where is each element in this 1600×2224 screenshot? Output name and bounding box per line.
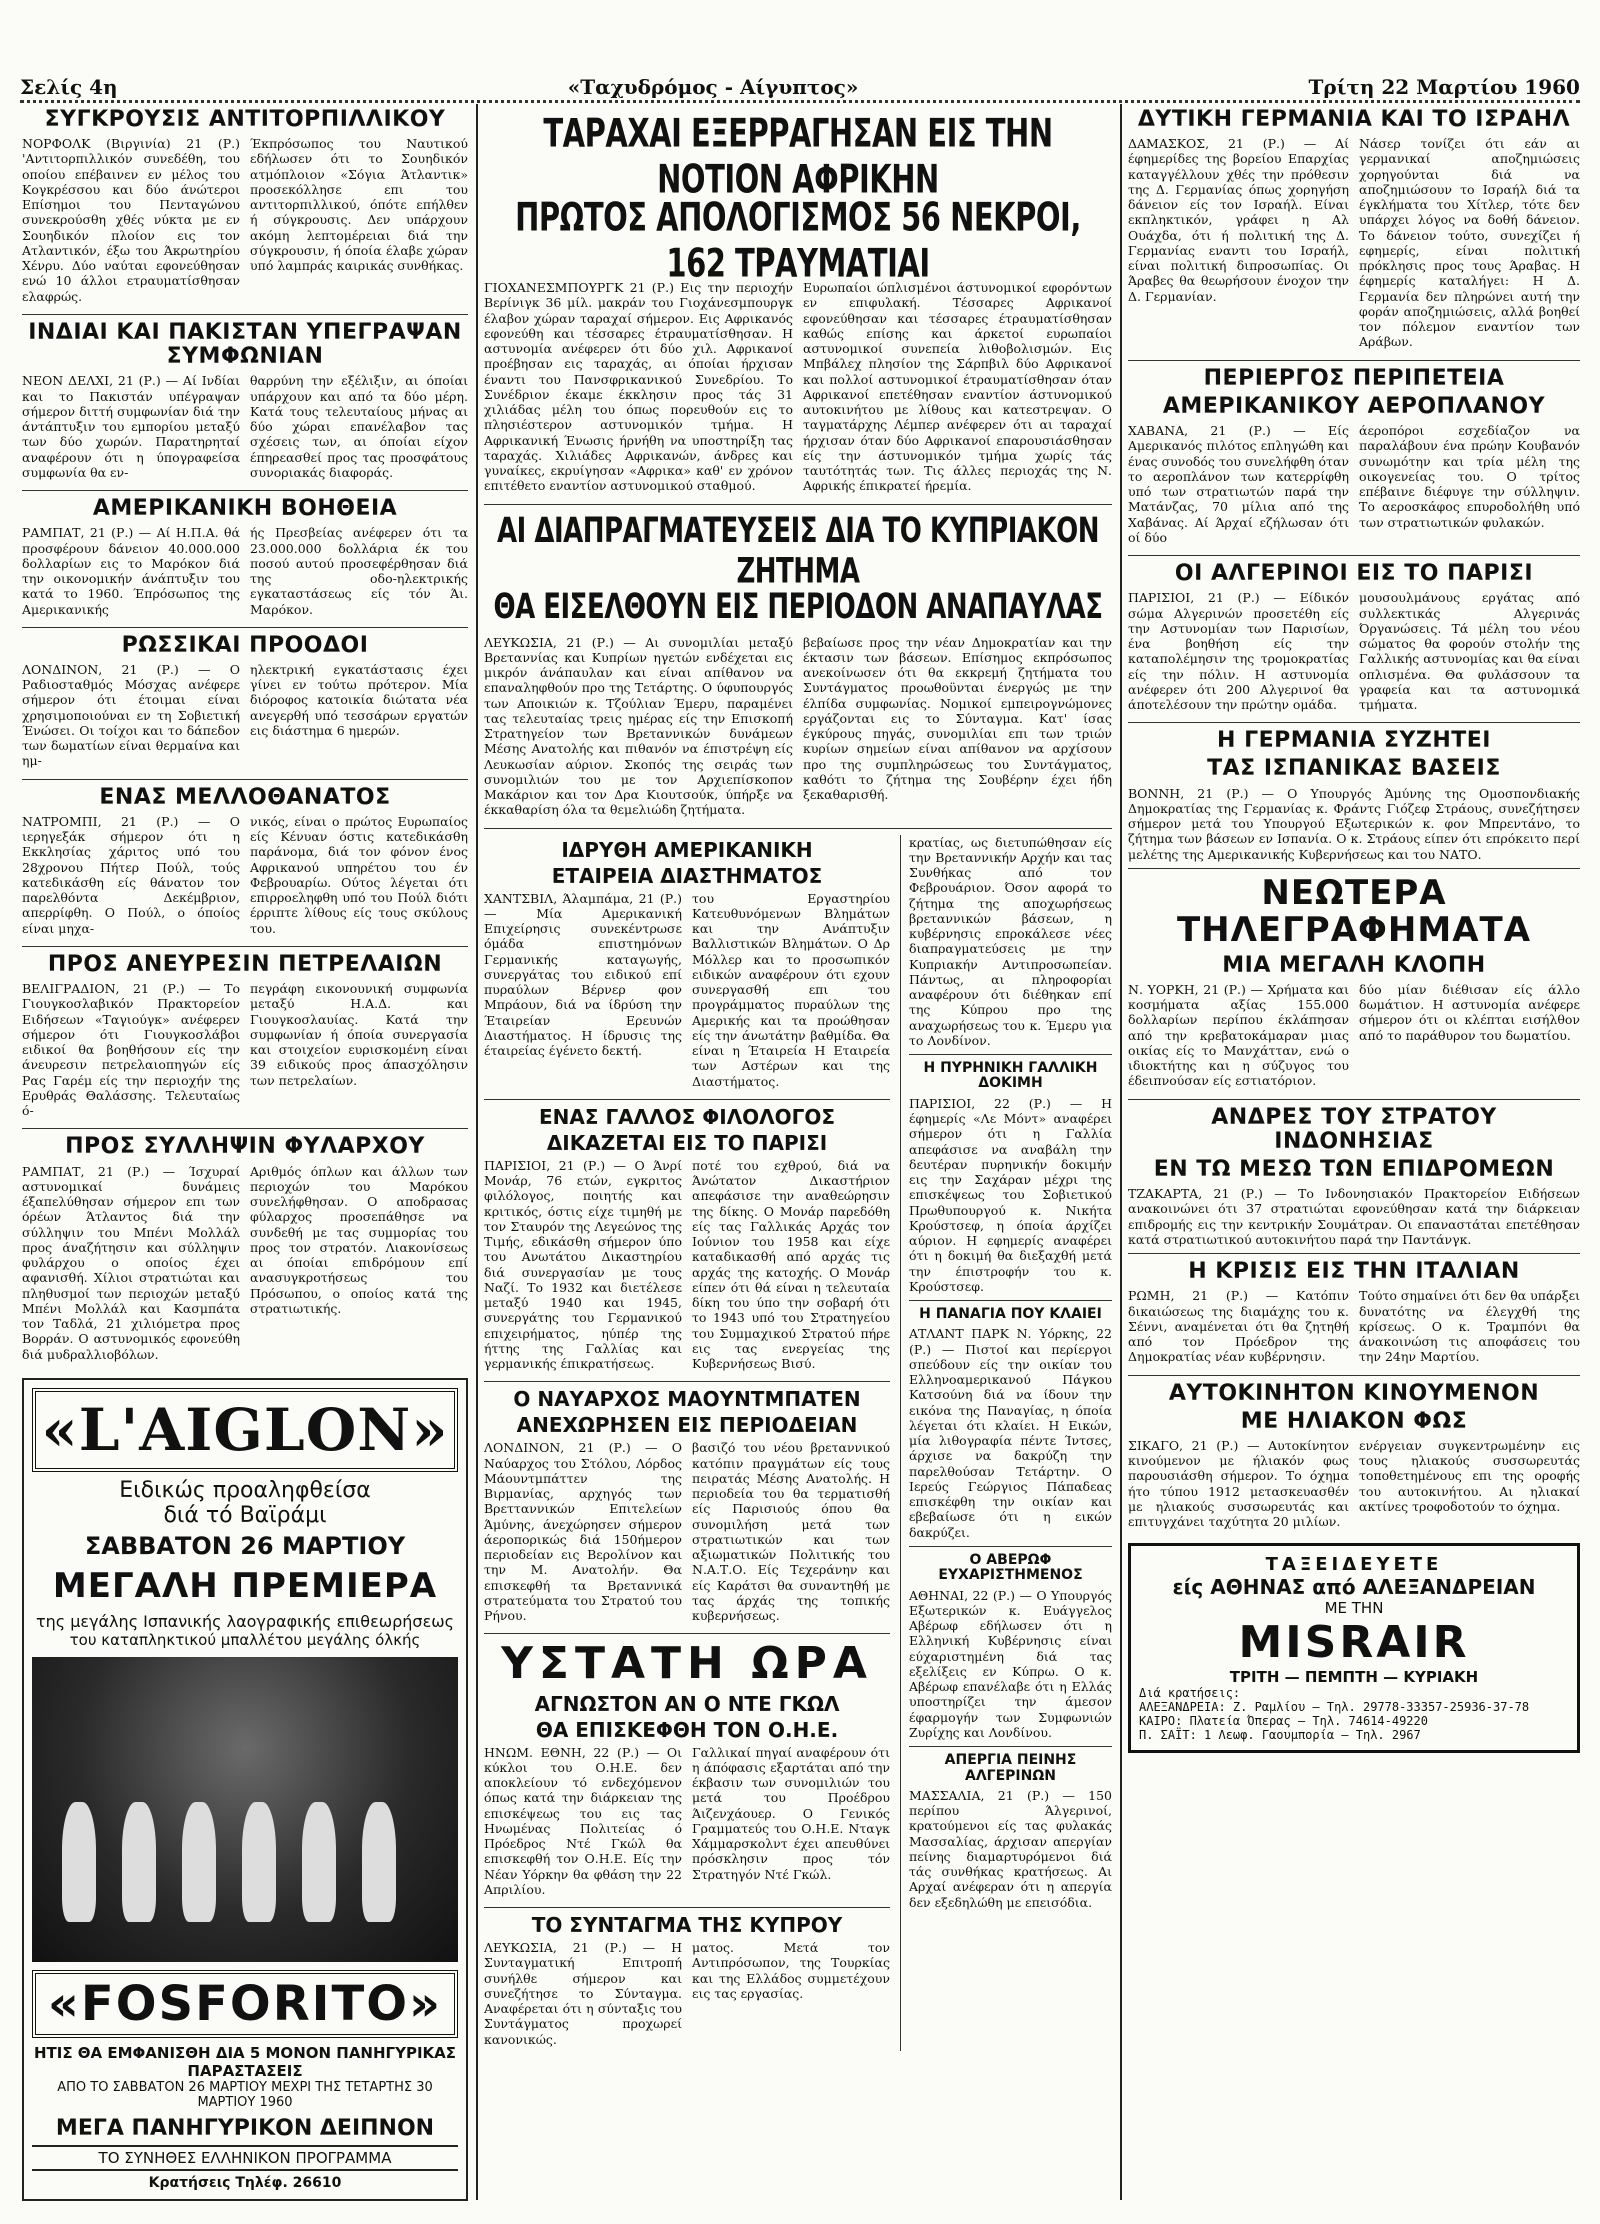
article-text: ής Πρεσβείας ανέφερεν ότι τα 23.000.000 δολλάρια έκ του ποσού αυτού προσεφέρθησαν διά της οδο-ηλεκτρικής εγκαταστάσεως είς τόν Άι. Μαρόκον.: [250, 525, 468, 617]
article-text: ενέργειαν συγκεντρωμένην εις τους ηλιακούς συσσωρευτάς τοποθετημένους επι της οροφής του αυτοκινήτου. Αι ηλιακαί ακτίνες τροφοδοτούν το όχημα.: [1359, 1437, 1580, 1514]
page-number: Σελίς 4η: [20, 75, 118, 99]
lead-subheadline: ΠΡΩΤΟΣ ΑΠΟΛΟΓΙΣΜΟΣ 56 ΝΕΚΡΟΙ, 162 ΤΡΑΥΜΑΤΙΑΙ: [515, 194, 1081, 286]
article-text: θαρρύνη την εξέλιξιν, αι όποίαι υπάρχουν και από τα δύο μέρη. Κατά τους τελευταίους μήνας αι δύο χώραι επανέλαβον τας σχέσεις των, αι όποίαι είχον έπηρεασθεί προς τας προσφάτους συνοριακάς διαφοράς.: [250, 373, 468, 480]
venue-name: «L'AIGLON»: [32, 1388, 458, 1472]
issue-date: Τρίτη 22 Μαρτίου 1960: [1308, 75, 1580, 99]
article-text: Ευρωπαίοι ώπλισμένοι άστυνομικοί εφορόντων εν επιφυλακή. Τέσσαρες Αφρικανοί εφονεύθησαν και τέσσαρες έτραυματίσθησαν καθώς επίσης και άρκετοί ευρωπαίοι αστυνομικοί συνεπεία λιθοβολισμών. Εις Μπβάλεχ πλησίον της Σάρπβιλ δύο Αφρικανοί και πολλοί αστυνομικοί έτραυματίσθησαν όταν Αφρικανοί επετέθησαν εναντίον άστυνομικού αυτοκινήτου με λίθους και κατεστρεψαν. Ο ταγματάρχης Λέμπερ ανέφερεν ότι αι ταραχαί ήρχισαν όταν δύο Αφρικανοί επαρουσιάσθησαν είς την άστυνομικόν τμήμα χωρίς τάς ταυτότητάς των. Τις άλλες περιοχάς της Ν. Αφρικής έπικρατεί ήρεμία.: [803, 280, 1112, 494]
ad-date: ΣΑΒΒΑΤΟΝ 26 ΜΑΡΤΙΟΥ: [84, 1531, 406, 1560]
article-title: Ο ΑΒΕΡΩΦ ΕΥΧΑΡΙΣΤΗΜΕΝΟΣ: [938, 1551, 1083, 1584]
article-text: ΧΑΝΤΣΒΙΛ, Άλαμπάμα, 21 (Ρ.) — Μία Αμερικανική Επιχείρησις συνεκέντρωσε όμάδα επιστημόνων Γερμανικής καταγωγής, συνεργάτας του ειδικού επί πυραύλων Βέρνερ φον Μπράουν, διά να ίδρύση την Έταιρείαν Ερευνών Διαστήματος. Η ίδρυσις της έταιρείας έγένετο δεκτή.: [484, 890, 682, 1058]
article-text: Γαλλικαί πηγαί αναφέρουν ότι η άπόφασις εξαρτάται από την έκβασιν των συνομιλιών του μετά του Προέδρου Άιζενχάουερ. Ο Γενικός Γραμματεύς του Ο.Η.Ε. Νταγκ Χάμμαρσκολντ έχει απευθύνει πρόσκλησιν προς τόν Στρατηγόν Ντέ Γκώλ.: [692, 1744, 890, 1882]
column-center: [484, 104, 1112, 2051]
article-title: Ο ΝΑΥΑΡΧΟΣ ΜΑΟΥΝΤΜΠΑΤΕΝ: [513, 1387, 861, 1412]
article-title: Η ΓΕΡΜΑΝΙΑ ΣΥΖΗΤΕΙ: [1217, 728, 1491, 754]
article-text: ΝΑΤΡΟΜΠΙ, 21 (Ρ.) — Ο ιερηγεξάκ σήμερον ότι η Εκκλησίας χάριτος υπό του 28χρονου Πήτερ Πούλ, τούς κατεδικάσθη είς θάνατον τον παρελθόντα Δεκέμβριον, απερρίφθη. Ο Πούλ, ο όποίος είναι μηχα-: [22, 813, 240, 936]
article-text: ΑΤΛΑΝΤ ΠΑΡΚ Ν. Υόρκης, 22 (Ρ.) — Πιστοί και περίεργοι σπεύδουν είς την οικίαν του Ελληνοαμερικανού Πάγκου Κατσούνη διά να ίδουν την εικόνα της Παναγίας, η όποία λέγεται ότι κλαίει. Η Εικών, μία λιθογραφία πέντε Ίντσες, άρχισε να δακρύζη την παρελθούσαν Τετάρτην. Ο Ιερεύς Γεώργιος Πάπαδεας επισκέφθη την οικίαν και εβεβαίωσε ότι η εικών δακρύζει.: [909, 1326, 1112, 1540]
article-title: ΜΙΑ ΜΕΓΑΛΗ ΚΛΟΠΗ: [1222, 952, 1486, 978]
ad-text: ΤΟ ΣΥΝΗΘΕΣ ΕΛΛΗΝΙΚΟΝ ΠΡΟΓΡΑΜΜΑ: [32, 2145, 458, 2171]
article-text: βασιζό του νέου βρεταννικού κατόπιν πραγμάτων είς τους πειρατάς Μέσης Ανατολής. Η περιοδεία του θα τερματισθή είς Παρισιούς όπου θα συνομιλήση μετά των στρατιωτικών και των αξιωματικών Πολιτικής του Ν.Α.Τ.Ο. Είς Τεχεράνην και είς Καράτσι θα συναντηθή με τας άρχάς της τοπικής κυβερνήσεως.: [692, 1440, 890, 1623]
article-body: [22, 814, 468, 940]
ad-contact: ΚΑΙΡΟ: Πλατεία Όπερας — Τηλ. 74614-49220: [1139, 1714, 1428, 1729]
article-body: [484, 1440, 890, 1627]
ad-text: ΤΑΞΕΙΔΕΥΕΤΕ: [1265, 1554, 1443, 1576]
article-body: [484, 1940, 890, 2051]
dancers-photo: [32, 1657, 458, 1962]
article-text: Αριθμός όπλων και άλλων των περιοχών του Μαρόκου συνελήφθησαν. Ο αποδρασας φύλαρχος προσεπάθησε να συνδεθή με τας συμμορίας του προς τον στρατόν. Λιακονίσεως αι όποίαι επιδρόμουν επί ανασυγκροτήσεως του Πρόσωπου, ο οποίος κατά της στρατιωτικής.: [250, 1163, 468, 1316]
article-text: ΛΟΝΔΙΝΟΝ, 21 (Ρ.) — Ο Ναύαρχος του Στόλου, Λόρδος Μάουντμπάττεν της Βιρμανίας, αρχηγός των Βρετταννικών Επιτελείων Άμύνης, άνεχώρησεν σήμερον άεροπορικώς διά 150ήμερον περιοδείαν εις Βερολίνον και την Μ. Ανατολήν. Θα επισκεφθή τα Βρεταννικά στρατεύματα του Στρατού του Ρήνου.: [484, 1440, 682, 1623]
reservations-phone: Κρατήσεις Τηλέφ. 26610: [148, 2174, 342, 2191]
article-text: ματος. Μετά τον Αντιπρόσωπον, της Τουρκίας και της Ελλάδος συμμετέχουν εις τας εργασίας.: [692, 1940, 890, 2001]
article-title: ΠΡΟΣ ΑΝΕΥΡΕΣΙΝ ΠΕΤΡΕΛΑΙΩΝ: [47, 951, 443, 977]
article-text: κρατίας, ως διετυπώθησαν είς την Βρεταννικήν Αρχήν και τας Συνθήκας από τον Φεβρουάριον. Όσον αφορά το ζήτημα της αποχωρήσεως βρεταννικών βάσεων, η κυβέρνησις επροκάλεσε νέες διαπραγματεύσεις με την Κυπριακήν Αντιπροσωπείαν. Πάντως, αι πληροφορίαι αναφέρουν ότι διέθηκαν επί της Κύπρου προ της αναχωρήσεως του κ. Έμερυ για το Λονδίνον.: [909, 834, 1112, 1048]
article-title: ΕΝ ΤΩ ΜΕΣΩ ΤΩΝ ΕΠΙΔΡΟΜΕΩΝ: [1153, 1156, 1555, 1182]
article-body: [484, 635, 1112, 822]
article-text: ΝΟΡΦΟΛΚ (Βιργινία) 21 (Ρ.) 'Αντιτορπιλλικόν συνεδέθη, του οποίου επέβαινεν εν μέλος του Κογκρέσσου και δύο άνώτεροι Επίσημοι του Πενταγώνου συνεκρούσθη χθές νύκτα με εν Σουηδικόν πλοίον εις τον Ατλαντικόν, έξω του Άκρωτηρίου Χένρυ. Δύο ναύται εφονεύθησαν ενώ 10 άλλοι ετραυματίσθησαν ελαφρώς.: [22, 136, 240, 304]
article-text: ΤΖΑΚΑΡΤΑ, 21 (Ρ.) — Το Ινδονησιακόν Πρακτορείον Ειδήσεων ανακοινώνει ότι 37 στρατιώται εφονεύθησαν κατά την διάρκειαν επιδρομής εις την κεντρικήν Σουμάτραν. Οι επαναστάται επετέθησαν κατά στρατιωτικού αυτοκινήτου παρά την Παντάνγκ.: [1128, 1186, 1580, 1247]
ad-contact: ΑΛΕΞΑΝΔΡΕΙΑ: Ζ. Ραμλίου — Τηλ. 29778-33357-25936-37-78: [1139, 1700, 1530, 1715]
article-text: ποτέ του εχθρού, διά να Άνώτατον Δικαστήριον απεφάσισε την αναθεώρησιν της δίκης. Ο Μονάρ παρεδόθη είς τας Γαλλικάς Αρχάς τον Ιούνιον του 1958 και είχε καταδικασθή από αρχάς τις αρχάς της κατοχής. Ο Μονάρ είπεν ότι θά είναι η τελευταία δίκη του ύπο την σοβαρή ότι το 1943 υπό του Στρατηγείου του Συμμαχικού Στρατού πήρε εις τας ενεργείας της Κυβερνήσεως Βισύ.: [692, 1157, 890, 1371]
column-narrow: [900, 835, 1112, 2051]
article-title: ΠΕΡΙΕΡΓΟΣ ΠΕΡΙΠΕΤΕΙΑ: [1203, 365, 1505, 391]
article-text: ΧΑΒΑΝΑ, 21 (Ρ.) — Είς Αμερικανός πιλότος επληγώθη και ένας συνοδός του συνελήφθη όταν το αεροπλάνον των κατερρίφθη υπό των στρατιωτών παρά την Ματάνζας, 70 μίλια από της Χαβάνας. Αί Άρχαί εζήλωσαν ότι οί δύο: [1128, 423, 1349, 545]
ad-text: ΜΕ ΤΗΝ: [1324, 1599, 1384, 1618]
article-body: [22, 1164, 468, 1366]
article-title: ΑΜΕΡΙΚΑΝΙΚΟΥ ΑΕΡΟΠΛΑΝΟΥ: [1162, 393, 1546, 419]
article-text: του Εργαστηρίου Κατευθυνόμενων Βλημάτων και την Ανάπτυξιν Βαλλιστικών Βλημάτων. Ο Δρ Μόλλερ και το προσωπικόν ειδικών αναφέρουν ότι εχουν συνεργασθή επι του προγράμματος πυραύλων της Αμερικής και τα προώθησαν είς την άνωτάτην βαθμίδα. Θα είναι η Έταιρεία Η Εταιρεία των Αστέρων και της Διαστήματος.: [692, 890, 890, 1089]
article-text: ΛΕΥΚΩΣΙΑ, 21 (Ρ.) — Η Συνταγματική Επιτροπή συνήλθε σήμερον και συνεζήτησε το Σύνταγμα. Αναφέρεται ότι η σύνταξις του Συντάγματος προχωρεί κανονικώς.: [484, 1940, 682, 2047]
article-body: [22, 373, 468, 484]
article-body: [1128, 1438, 1580, 1534]
section-headline: ΝΕΩΤΕΡΑ ΤΗΛΕΓΡΑΦΗΜΑΤΑ: [1176, 872, 1532, 951]
airline-name: MISRAIR: [1238, 1617, 1470, 1669]
column-right: [1128, 104, 1580, 1753]
article-title: ΑΥΤΟΚΙΝΗΤΟΝ ΚΙΝΟΥΜΕΝΟΝ: [1168, 1380, 1540, 1406]
article-text: ΣΙΚΑΓΟ, 21 (Ρ.) — Αυτοκίνητον κινούμενον με ήλιακόν φως παρουσιάσθη σήμερον. Το όχημα ήτο τύπου 1912 μετασκευασθέν με ηλιακούς συσσωρευτάς και επιτυγχάνει ταχύτητα 20 μιλίων.: [1128, 1437, 1349, 1530]
article-title: ΙΝΔΙΑΙ ΚΑΙ ΠΑΚΙΣΤΑΝ ΥΠΕΓΡΑΨΑΝ ΣΥΜΦΩΝΙΑΝ: [28, 319, 462, 370]
article-body: [484, 280, 1112, 498]
ad-text: είς ΑΘΗΝΑΣ από ΑΛΕΞΑΝΔΡΕΙΑΝ: [1172, 1575, 1536, 1600]
column-rule: [476, 104, 478, 2200]
lead-headline: ΤΑΡΑΧΑΙ ΕΞΕΡΡΑΓΗΣΑΝ ΕΙΣ ΤΗΝ ΝΟΤΙΟΝ ΑΦΡΙΚΗΝ: [543, 110, 1053, 202]
ad-contact: Π. ΣΑΪΤ: 1 Λεωφ. Γαουμπορία — Τηλ. 2967: [1139, 1728, 1421, 1743]
article-text: ΗΝΩΜ. ΕΘΝΗ, 22 (Ρ.) — Οι κύκλοι του Ο.Η.Ε. δεν αποκλείουν τό ενδεχόμενον όπως κατά την διάρκειαν της επισκέψεως του εις τας Ηνωμένας Πολιτείας ό Πρόεδρος Ντέ Γκώλ θα επισκεφθή τον Ο.Η.Ε. Είς την Νέαν Υόρκην θα φθάση την 22 Απριλίου.: [484, 1744, 682, 1897]
late-news-headline: ΥΣΤΑΤΗ ΩΡΑ: [501, 1638, 873, 1690]
article-text: βεβαίωσε προς την νέαν Δημοκρατίαν και την έκτασιν των βάσεων. Επίσημος εκπρόσωπος ανεκοίνωσεν ότι θα εκκρεμή ζητήματα του Συντάγματος προωθοϋνται ένεργώς με την έλπίδα συμφωνίας. Νομικοί εμπειρογνώμονες εργάζονται εις το Σύνταγμα. Κατ' ίσας έγκύρους πηγάς, συνομιλίαι επι των τριών κυρίων σημείων είναι απίθανον να αρχίσουν προ της συμπληρώσεως του Συντάγματος, καθότι το ζήτημα της Σουβέρην έχει ήδη ξεκαθαρισθή.: [803, 634, 1112, 802]
lower-center-main: [484, 835, 890, 2051]
article-title: ΕΤΑΙΡΕΙΑ ΔΙΑΣΤΗΜΑΤΟΣ: [551, 863, 823, 888]
article-text: Τούτο σημαίνει ότι δεν θα υπάρξει δυνατότης να έλεγχθή της κρίσεως. Ο κ. Τραμπόνι θα άνακοινώση τις αποφάσεις του την 24ην Μαρτίου.: [1359, 1288, 1581, 1365]
article-text: ηλεκτρική εγκατάστασις έχει γίνει εν τούτω πρότερον. Μία διόροφος κατοικία διώτατα νέα ανεγερθή υπό τεσσάρων εργατών εις διάστημα 6 ημερών.: [250, 661, 468, 738]
article-title: ΙΔΡΥΘΗ ΑΜΕΡΙΚΑΝΙΚΗ: [561, 837, 813, 862]
ad-text: ΜΕΓΑ ΠΑΝΗΓΥΡΙΚΟΝ ΔΕΙΠΝΟΝ: [55, 2115, 435, 2141]
article-text: ΒΕΛΙΓΡΑΔΙΟΝ, 21 (Ρ.) — Το Γιουγκοσλαβικόν Πρακτορείον Ειδήσεων «Ταγιούγκ» ανέφερεν σήμερον ότι Γιουγκοσλάβοι ειδικοί θα βοηθήσουν είς την άνευρεσιν πετρελαιοπηγών είς Ρας Γαρέμ είς την περιοχήν της Ερυθράς Θαλάσσης. Τελευταίως ό-: [22, 981, 240, 1119]
article-text: μουσουλμάνους εργάτας από συλλεκτικάς Αλγερινάς Όργανώσεις. Τά μέλη του νέου σώματος θα φορούν στολήν της Γαλλικής αστυνομίας και θα είναι οπλισμένα. Θα φυλάσσουν τα γραφεία και τα αστυνομικά τμήματα.: [1359, 590, 1580, 712]
article-text: ΛΟΝΔΙΝΟΝ, 21 (Ρ.) — Ο Ραδιοσταθμός Μόσχας ανέφερε σήμερον ότι έτοιμαι είναι χρησιμοποιούναι εν τη Σοβιετική Ένώσει. Οι τοίχοι και το δάπεδον των δωματίων είναι θερμαίνα και ημ-: [22, 661, 240, 769]
article-text: ΓΙΟΧΑΝΕΣΜΠΟΥΡΓΚ 21 (Ρ.) Εις την περιοχήν Βερίνιγκ 36 μίλ. μακράν του Γιοχάνεσμπουργκ έλαβον χώραν ταραχαί σήμερον. Εις Αφρικανός εφονεύθη και τέσσαρες έτραυματίσθησαν. Η αστυνομία ανέφερεν ότι δύο χιλ. Αφρικανοί προέβησαν εις ταραχάς, αι όποίαι ήρχισαν έναντι του Πανσφρικανικού Συνεδρίου. Το Συνέδριον έκαμε έκκλησιν προς τάς 31 χιλιάδας μέλη του όπως πορευθούν εις το πλησιέστερον αστυνομικόν τμήμα. Η Αφρικανική Ένωσις ήρνήθη να υποστηρίξη τας ταραχάς. Χιλιάδες Αφρικανών, άνδρες και γυναίκες, εκρυίγησαν «Αφρικα» καθ' εν χρόνον επιτέθετο εναντίον αστυνομικού σταθμού.: [484, 280, 793, 494]
article-title: ΑΓΝΩΣΤΟΝ ΑΝ Ο ΝΤΕ ΓΚΩΛ: [534, 1691, 840, 1716]
article-text: άεροπόροι εσχεδίαζον να παραλάβουν ένα πρώην Κουβανόν συνωμότην και τρία μέλη της οικογενείας του. Ο τρίτος επέβαινε διέφυγε την σύλληψιν. Το αεροσκάφος επυροδολήθη υπό των στρατιωτικών φυλακών.: [1359, 423, 1580, 530]
article-text: ΑΘΗΝΑΙ, 22 (Ρ.) — Ο Υπουργός Εξωτερικών κ. Ευάγγελος Αβέρωφ εδήλωσεν ότι η Ελληνική Κυβέρνησις είναι εύχαριστημένη διά τας εξελίξεις εν Κύπρω. Ο κ. Αβέρωφ επανέλαβε ότι η Ελλάς υποστηρίζει την άμεσον έφαρμογήν των Συμφωνιών Ζυρίχης και Λονδίνου.: [909, 1587, 1112, 1740]
article-title: ΕΝΑΣ ΜΕΛΛΟΘΑΝΑΤΟΣ: [99, 784, 391, 810]
article-text: ΝΕΟΝ ΔΕΛΧΙ, 21 (Ρ.) — Αί Ινδίαι και το Πακιστάν υπέγραψαν σήμερον διττή συμφωνίαν διά την άντάπτυξιν του εμπορίου μεταξύ των δύο χωρών. Παρατηρηταί αναφέρουν ότι η ύπογραφείσα συμφωνία θα εν-: [22, 373, 240, 480]
misrair-advertisement: [1128, 1543, 1580, 1753]
article-title: ΔΥΤΙΚΗ ΓΕΡΜΑΝΙΑ ΚΑΙ ΤΟ ΙΣΡΑΗΛ: [1137, 107, 1571, 132]
article-title: ΡΩΣΣΙΚΑΙ ΠΡΟΟΔΟΙ: [121, 632, 369, 658]
article-body: [22, 525, 468, 621]
article-text: ΒΟΝΝΗ, 21 (Ρ.) — Ο Υπουργός Άμύνης της Ομοσπονδιακής Δημοκρατίας της Γερμανίας κ. Φράντς Γιόζεφ Στράους, συνεζήτησεν σήμερον μετά του Υπουργού Εξωτερικών κ. φον Μπρεντάνο, το ζήτημα των βάσεων εν Ισπανία. Ο κ. Στράους είπεν ότι επρόκειτο περί μελέτης της Αμερικανικής Κυβερνήσεως και του ΝΑΤΟ.: [1128, 785, 1580, 862]
ad-text: του καταπληκτικού μπαλλέτου μεγάλης όλκής: [69, 1630, 421, 1649]
article-text: ΡΑΜΠΑΤ, 21 (Ρ.) — Ίσχυραί αστυνομικαί δυνάμεις έξαπελύθησαν σήμερον επι των όρέων Άτλαντος διά την σύλληψιν του Μπένι Μολλάλ προς άναζήτησιν και σύλληψιν φυλάρχου ο οποίος έχει αφανισθή. Χίλιοι στρατιώται και πληθυσμοί των περιοχών μεταξύ Μπένι Μολλάλ και Κασμπάτα τον Ταδλά, 21 χιλιόμετρα προς Βορράν. Ο αστυνομικός εφονεύθη διά μυδραλλιοβόλων.: [22, 1163, 240, 1362]
article-title: ΑΜΕΡΙΚΑΝΙΚΗ ΒΟΗΘΕΙΑ: [92, 496, 398, 522]
article-text: νικός, είναι ο πρώτος Ευρωπαίος είς Κένυαν όστις κατεδικάσθη παράνομα, διά τον φόνον ένος Αφρικανού υπηρέτου του έν Φεβρουαρίω. Ούτος λέγεται ότι επιρροεληφθη υπό του Πούλ διότι έρριπτε λίθους είς τους σκύλους του.: [250, 813, 468, 936]
article-text: πεγράφη εικονουνική συμφωνία μεταξύ Η.Α.Δ. και Γιουγκοσλαυίας. Κατά την συμφωνίαν ή όποία συνεργασία και στοιχείον ευρισκομένη είναι 39 ειδικούς προς άπασχόλησιν των πετρελαίων.: [250, 981, 468, 1088]
ad-text: διά τό Βαϊράμι: [163, 1502, 327, 1528]
article-title: Η ΠΑΝΑΓΙΑ ΠΟΥ ΚΛΑΙΕΙ: [919, 1306, 1102, 1323]
article-body: [1128, 136, 1580, 354]
flight-days: ΤΡΙΤΗ — ΠΕΜΠΤΗ — ΚΥΡΙΑΚΗ: [1229, 1668, 1479, 1687]
article-text: ΛΕΥΚΩΣΙΑ, 21 (Ρ.) — Αι συνομιλίαι μεταξύ Βρεταννίας και Κυπρίων ηγετών ενδέχεται εις μικρόν άνάπαυλαν και είναι απίθανον να επαναληφθούν προ της Τετάρτης. Ο ύφυπουργός των Αποικιών κ. Τζούλιαν Έμερυ, παραμένει τας τελευταίας τρεις ημέρας είς την Επισκοπή Στρατηγείον των Βρεταννικών δυνάμεων Μέσης Ανατολής και πιθανόν να έπιστρέψη είς Λευκωσίαν αύριον. Σκοπός της σειράς των συνομιλιών του με τον Αρχιεπίσκοπον Μακάριον και τον Δρα Κιουτσούκ, ύπήρξε να έκκαθαρίση όλα τα θεμελιώδη ζητήματα.: [484, 634, 793, 818]
article-body: [22, 136, 468, 308]
newspaper-name: «Ταχυδρόμος - Αίγυπτος»: [567, 75, 859, 99]
ad-text: Διά κρατήσεις:: [1139, 1686, 1241, 1701]
article-text: Ν. ΥΟΡΚΗ, 21 (Ρ.) — Χρήματα και κοσμήματα αξίας 155.000 δολλαρίων περίπου έκλάπησαν από την κρεβατοκάμαραν μιας οικίας είς το Μανχάτταν, ενώ ο ιδιοκτήτης και η σύζυγος του έδειπνούσαν είς εστιατόριον.: [1128, 981, 1349, 1089]
article-body: [22, 662, 468, 773]
article-body: [1128, 423, 1580, 549]
ad-text: της μεγάλης Ισπανικής λαογραφικής επιθεωρήσεως: [35, 1611, 454, 1631]
article-text: ΠΑΡΙΣΙΟΙ, 21 (Ρ.) — Είδικόν σώμα Αλγερινών προσετέθη είς την Αστυνομίαν των Παρισίων, ένα βοηθήση είς την καταπολέμησιν της τρομοκρατίας είς την πόλιν. Η αστυνομία ανέφερεν ότι 200 Αλγερινοί θα άποτελέσουν την πρώτην ομάδα.: [1128, 590, 1349, 712]
column-rule: [1120, 104, 1122, 2200]
ad-text: ΑΠΟ ΤΟ ΣΑΒΒΑΤΟΝ 26 ΜΑΡΤΙΟΥ ΜΕΧΡΙ ΤΗΣ ΤΕΤΑΡΤΗΣ 30 ΜΑΡΤΙΟΥ 1960: [57, 2079, 433, 2110]
article-body: [1128, 1288, 1580, 1368]
article-title: ΑΠΕΡΓΙΑ ΠΕΙΝΗΣ ΑΛΓΕΡΙΝΩΝ: [944, 1752, 1077, 1784]
article-text: ΔΑΜΑΣΚΟΣ, 21 (Ρ.) — Αί έφημερίδες της βορείου Επαρχίας καταγγέλλουν χθές την πρόθεσιν της Δ. Γερμανίας όπως χορηγήση δάνειον είς τον Ισραήλ. Είναι εκπληκτικόν, γράφει η Αλ Ουάχδα, ότι ή πολιτική της Δ. Γερμανίας εναντι του Ισραήλ, είναι πολιτική διπροσωπίας. Οι Άραβες θα θεωρήσουν ένοχον την Δ. Γερμανίαν.: [1128, 136, 1349, 304]
article-title: ΕΝΑΣ ΓΑΛΛΟΣ ΦΙΛΟΛΟΓΟΣ: [538, 1104, 836, 1129]
article-body: [22, 981, 468, 1122]
article-title: ΘΑ ΕΠΙΣΚΕΦΘΗ ΤΟΝ Ο.Η.Ε.: [535, 1717, 839, 1742]
article-title: ΤΑΣ ΙΣΠΑΝΙΚΑΣ ΒΑΣΕΙΣ: [1207, 756, 1501, 782]
article-title: ΜΕ ΗΛΙΑΚΟΝ ΦΩΣ: [1240, 1408, 1468, 1434]
article-title: ΟΙ ΑΛΓΕΡΙΝΟΙ ΕΙΣ ΤΟ ΠΑΡΙΣΙ: [1174, 561, 1534, 587]
page-header: [20, 74, 1580, 103]
show-name: «FOSFORITO»: [32, 1970, 458, 2038]
article-text: δύο μίαν διέθισαν είς άλλο δωμάτιον. Η αστυνομία ανέφερε σήμερον ότι οι κλέπται εισήλθον από το παράθυρον του δωματίου.: [1359, 981, 1580, 1043]
article-body: [1128, 590, 1580, 716]
article-title: ΑΝΔΡΕΣ ΤΟΥ ΣΤΡΑΤΟΥ ΙΝΔΟΝΗΣΙΑΣ: [1211, 1104, 1497, 1154]
ad-text: Ειδικώς προαληφθείσα: [119, 1477, 371, 1503]
article-title: ΑΝΕΧΩΡΗΣΕΝ ΕΙΣ ΠΕΡΙΟΔΕΙΑΝ: [516, 1413, 858, 1438]
article-title: Η ΠΥΡΗΝΙΚΗ ΓΑΛΛΙΚΗ ΔΟΚΙΜΗ: [923, 1060, 1098, 1092]
article-title: ΠΡΟΣ ΣΥΛΛΗΨΙΝ ΦΥΛΑΡΧΟΥ: [65, 1134, 425, 1160]
article-text: ΠΑΡΙΣΙΟΙ, 21 (Ρ.) — Ο Άνρί Μονάρ, 76 ετών, εγκριτος φιλόλογος, ποιητής και κριτικός, όστις είχε τιμηθή με τον Σταυρόν της Λεγεώνος της Τιμής, εδικάσθη σήμερον ύπο του Ανωτάτου Δικαστηρίου διά συνεργασίαν με τους Ναζί. Το 1932 και διετέλεσε μεταξύ 1940 και 1945, συνεργάτης του Γερμανικού επιχειρήματος, ηύπέρ της ήττης της Γαλλίας και γερμανικής έπικρατήσεως.: [484, 1157, 682, 1371]
article-title: Η ΚΡΙΣΙΣ ΕΙΣ ΤΗΝ ΙΤΑΛΙΑΝ: [1188, 1259, 1520, 1285]
ad-headline: ΜΕΓΑΛΗ ΠΡΕΜΙΕΡΑ: [52, 1565, 438, 1606]
lower-center: [484, 835, 1112, 2051]
article-body: [1128, 982, 1580, 1093]
column-left: [22, 104, 468, 2201]
article-headline: ΑΙ ΔΙΑΠΡΑΓΜΑΤΕΥΣΕΙΣ ΔΙΑ ΤΟ ΚΥΠΡΙΑΚΟΝ ΖΗΤΗΜΑ: [496, 510, 1100, 592]
article-text: Έκπρόσωπος του Ναυτικού εδήλωσεν ότι το Σουηδικόν ατμόπλοιον «Σόγια Άτλαντικ» προσεκόλλησε επι του αντιτορπιλλικού, όπότε επήλθεν ή σύγκρουσις. Δεν υπάρχουν ακόμη λεπτομέρειαι διά την σύγκρουσιν, ή όποία έλαβε χώραν υπό λαμπράς καιρικάς συνθήκας.: [250, 136, 468, 274]
aiglon-advertisement: [22, 1378, 468, 2201]
article-text: Νάσερ τονίζει ότι εάν αι γερμανικαί αποζημιώσεις χορηγούνται διά να αποζημιώσουν το Ισραήλ διά τα έγκλήματα του Χίτλερ, τότε δεν υπάρχει λόγος να δοθή δάνειον. Το δάνειον τούτο, συνεχίζει ή εφημερίς, είναι πολιτική πρόκλησις προς τους Άραβας. Η έφημερίς καταλήγει: Η Δ. Γερμανία δεν πληρώνει αυτή την φοράν αποζημιώσεις, αλλά βοηθεί τον πόλεμον εναντίον των Αράβων.: [1359, 136, 1580, 350]
article-text: ΜΑΣΣΑΛΙΑ, 21 (Ρ.) — 150 περίπου Άλγερινοί, κρατούμενοι είς τας φυλακάς Μασσαλίας, άρχισαν απεργίαν πείνης διαμαρτυρόμενοι διά τάς συνθήκας κρατήσεως. Αι Αρχαί ανέφεραν ότι η απεργία δεν εξεδηλώθη με επεισόδια.: [909, 1787, 1112, 1910]
article-text: ΠΑΡΙΣΙΟΙ, 22 (Ρ.) — Η έφημερίς «Λε Μόντ» αναφέρει σήμερον ότι η Γαλλία απεφάσισε να αναβάλη την δευτέραν πυρηνικήν δοκιμήν εις την Σαχάραν μέχρι της επισκέψεως του Σοβιετικού Πρωθυπουργού κ. Νικήτα Κρούστσεφ, η όποία άρχίζει αύριον. Η εφημερίς αναφέρει ότι η δοκιμή θα διεξαχθή μετά την έπιστροφήν του κ. Κρούστσεφ.: [909, 1095, 1112, 1294]
ad-text: ΗΤΙΣ ΘΑ ΕΜΦΑΝΙΣΘΗ ΔΙΑ 5 ΜΟΝΟΝ ΠΑΝΗΓΥΡΙΚΑΣ ΠΑΡΑΣΤΑΣΕΙΣ: [33, 2043, 457, 2080]
article-body: [484, 891, 890, 1093]
article-body: [484, 1158, 890, 1376]
article-text: ΡΑΜΠΑΤ, 21 (Ρ.) — Αί Η.Π.Α. θά προσφέρουν δάνειον 40.000.000 δολλαρίων εις το Μαρόκον διά την οικονομικήν άνάπτυξιν του κατά το 1960. Έπρόσωπος της Αμερικανικής: [22, 525, 240, 617]
article-title: ΣΥΓΚΡΟΥΣΙΣ ΑΝΤΙΤΟΡΠΙΛΛΙΚΟΥ: [44, 107, 446, 132]
article-body: [484, 1745, 890, 1902]
article-text: ΡΩΜΗ, 21 (Ρ.) — Κατόπιν δικαιώσεως της διαμάχης του κ. Σέννι, αναμένεται ότι θα ζητηθή από τον Πρόεδρον της Δημοκρατίας νέαν κυβέρνησιν.: [1128, 1288, 1349, 1365]
article-title: ΤΟ ΣΥΝΤΑΓΜΑ ΤΗΣ ΚΥΠΡΟΥ: [531, 1913, 843, 1938]
article-title: ΔΙΚΑΖΕΤΑΙ ΕΙΣ ΤΟ ΠΑΡΙΣΙ: [546, 1130, 828, 1155]
article-subheadline: ΘΑ ΕΙΣΕΛΘΟΥΝ ΕΙΣ ΠΕΡΙΟΔΟΝ ΑΝΑΠΑΥΛΑΣ: [493, 586, 1103, 627]
